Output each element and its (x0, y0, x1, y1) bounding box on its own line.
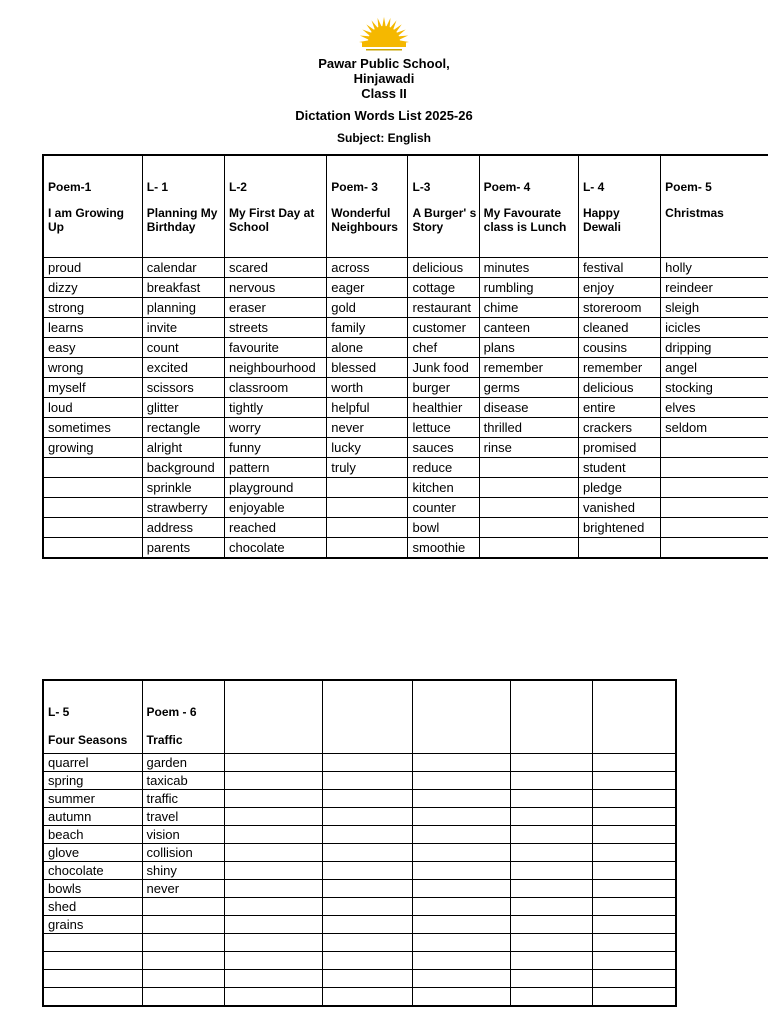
word-cell (43, 970, 142, 988)
word-cell: burger (408, 378, 479, 398)
word-cell (142, 916, 224, 934)
word-cell (592, 754, 676, 772)
word-cell: invite (142, 318, 224, 338)
lesson-title: A Burger' s Story (412, 206, 477, 234)
lesson-title: My Favourate class is Lunch (483, 206, 567, 234)
word-cell: beach (43, 826, 142, 844)
word-cell: tightly (224, 398, 326, 418)
word-cell: alone (327, 338, 408, 358)
lesson-id: L- 1 (146, 180, 169, 194)
class-name: Class II (361, 86, 407, 101)
word-cell: delicious (408, 258, 479, 278)
word-cell (510, 826, 592, 844)
word-cell: shiny (142, 862, 224, 880)
table-row (43, 378, 768, 398)
word-cell: count (142, 338, 224, 358)
word-cell (592, 934, 676, 952)
column-header (592, 680, 676, 754)
word-cell (510, 988, 592, 1007)
word-cell (322, 754, 412, 772)
word-cell (412, 916, 510, 934)
word-cell (322, 880, 412, 898)
column-header (510, 680, 592, 754)
word-cell: never (327, 418, 408, 438)
word-cell (412, 826, 510, 844)
table-header-row (43, 680, 676, 754)
word-cell: enjoy (578, 278, 660, 298)
word-cell: traffic (142, 790, 224, 808)
word-cell: festival (578, 258, 660, 278)
column-header (479, 155, 578, 258)
word-cell (327, 538, 408, 559)
table-row (43, 880, 676, 898)
word-cell (592, 970, 676, 988)
word-cell (510, 754, 592, 772)
word-cell: collision (142, 844, 224, 862)
word-cell: customer (408, 318, 479, 338)
document-title: Dictation Words List 2025-26 (295, 108, 473, 123)
word-cell: disease (479, 398, 578, 418)
word-cell: chef (408, 338, 479, 358)
word-cell (322, 826, 412, 844)
word-cell: bowls (43, 880, 142, 898)
word-cell: rumbling (479, 278, 578, 298)
word-cell: elves (661, 398, 768, 418)
lesson-title: Traffic (146, 733, 183, 747)
word-cell (412, 880, 510, 898)
word-cell: helpful (327, 398, 408, 418)
word-cell: chime (479, 298, 578, 318)
word-cell (412, 934, 510, 952)
word-cell: sleigh (661, 298, 768, 318)
word-cell: playground (224, 478, 326, 498)
table-row (43, 258, 768, 278)
word-cell (224, 916, 322, 934)
word-cell (412, 808, 510, 826)
word-cell: funny (224, 438, 326, 458)
column-header (43, 680, 142, 754)
word-cell: gold (327, 298, 408, 318)
word-cell (479, 458, 578, 478)
table-row (43, 398, 768, 418)
word-cell (322, 790, 412, 808)
word-cell (510, 934, 592, 952)
word-cell (412, 844, 510, 862)
word-cell: plans (479, 338, 578, 358)
word-cell: kitchen (408, 478, 479, 498)
word-cell (322, 970, 412, 988)
column-header (322, 680, 412, 754)
word-cell: alright (142, 438, 224, 458)
table-row (43, 478, 768, 498)
word-cell: pattern (224, 458, 326, 478)
word-cell: address (142, 518, 224, 538)
word-cell: cottage (408, 278, 479, 298)
word-cell: germs (479, 378, 578, 398)
word-cell (412, 754, 510, 772)
word-cell (510, 790, 592, 808)
word-cell: rinse (479, 438, 578, 458)
word-cell (43, 518, 142, 538)
word-cell: glitter (142, 398, 224, 418)
word-cell (578, 538, 660, 559)
word-cell: Junk food (408, 358, 479, 378)
word-cell: dizzy (43, 278, 142, 298)
word-cell (327, 498, 408, 518)
word-cell (224, 844, 322, 862)
school-header (0, 56, 768, 101)
table-row (43, 790, 676, 808)
word-cell: garden (142, 754, 224, 772)
word-cell (322, 772, 412, 790)
word-cell: chocolate (224, 538, 326, 559)
lesson-id: Poem- 4 (483, 180, 531, 194)
word-cell (224, 880, 322, 898)
word-cell (592, 826, 676, 844)
word-cell: spring (43, 772, 142, 790)
word-cell: cleaned (578, 318, 660, 338)
word-cell (661, 478, 768, 498)
school-name: Pawar Public School, (318, 56, 450, 71)
lesson-title: My First Day at School (228, 206, 315, 234)
column-header (142, 155, 224, 258)
word-cell (142, 898, 224, 916)
table-row (43, 458, 768, 478)
word-cell: cousins (578, 338, 660, 358)
word-cell (327, 478, 408, 498)
word-cell: minutes (479, 258, 578, 278)
word-cell: remember (479, 358, 578, 378)
word-cell: worth (327, 378, 408, 398)
word-cell (479, 518, 578, 538)
word-cell: calendar (142, 258, 224, 278)
lesson-title: Planning My Birthday (146, 206, 218, 234)
word-cell: sauces (408, 438, 479, 458)
table-row (43, 338, 768, 358)
word-cell: classroom (224, 378, 326, 398)
word-cell (142, 934, 224, 952)
word-cell (412, 898, 510, 916)
word-cell: brightened (578, 518, 660, 538)
word-cell (224, 772, 322, 790)
word-cell: lucky (327, 438, 408, 458)
table-row (43, 438, 768, 458)
word-cell (510, 880, 592, 898)
word-cell (322, 862, 412, 880)
word-cell: healthier (408, 398, 479, 418)
word-cell (327, 518, 408, 538)
table-row (43, 518, 768, 538)
word-cell (322, 898, 412, 916)
table-row (43, 934, 676, 952)
word-cell (661, 498, 768, 518)
table-row (43, 754, 676, 772)
word-cell (43, 988, 142, 1007)
word-cell (510, 862, 592, 880)
word-cell (412, 952, 510, 970)
word-cell (322, 916, 412, 934)
word-cell (322, 952, 412, 970)
word-cell: growing (43, 438, 142, 458)
lesson-id: Poem- 3 (331, 180, 378, 194)
word-cell: shed (43, 898, 142, 916)
word-cell: worry (224, 418, 326, 438)
word-cell: canteen (479, 318, 578, 338)
word-cell: strong (43, 298, 142, 318)
word-cell (412, 862, 510, 880)
word-cell: excited (142, 358, 224, 378)
word-cell (224, 808, 322, 826)
word-cell: scissors (142, 378, 224, 398)
word-cell: storeroom (578, 298, 660, 318)
lesson-id: L-3 (412, 180, 431, 194)
lesson-title: Wonderful Neighbours (331, 206, 398, 234)
word-cell: chocolate (43, 862, 142, 880)
word-cell (661, 438, 768, 458)
word-cell (43, 498, 142, 518)
word-cell (510, 808, 592, 826)
word-cell (592, 880, 676, 898)
word-cell: stocking (661, 378, 768, 398)
word-cell: student (578, 458, 660, 478)
word-cell: background (142, 458, 224, 478)
word-cell (510, 952, 592, 970)
word-cell: neighbourhood (224, 358, 326, 378)
word-cell: strawberry (142, 498, 224, 518)
word-cell: taxicab (142, 772, 224, 790)
column-header (661, 155, 768, 258)
column-header (224, 155, 326, 258)
word-cell (592, 862, 676, 880)
word-cell: blessed (327, 358, 408, 378)
lesson-id: L- 5 (48, 705, 70, 719)
word-cell (43, 952, 142, 970)
word-cell: sprinkle (142, 478, 224, 498)
table-row (43, 970, 676, 988)
word-cell: quarrel (43, 754, 142, 772)
word-cell (479, 498, 578, 518)
lesson-id: Poem - 6 (146, 705, 197, 719)
word-cell: crackers (578, 418, 660, 438)
word-cell (592, 808, 676, 826)
word-cell (224, 790, 322, 808)
word-cell: enjoyable (224, 498, 326, 518)
word-cell: rectangle (142, 418, 224, 438)
word-cell: delicious (578, 378, 660, 398)
word-cell (479, 538, 578, 559)
word-cell (224, 988, 322, 1007)
lesson-title: Four Seasons (48, 733, 128, 747)
word-cell (592, 988, 676, 1007)
word-cell (224, 952, 322, 970)
word-cell: favourite (224, 338, 326, 358)
word-cell (661, 538, 768, 559)
word-cell (510, 970, 592, 988)
table-row (43, 808, 676, 826)
word-cell: truly (327, 458, 408, 478)
lesson-id: Poem- 5 (665, 180, 712, 194)
column-header (327, 155, 408, 258)
lesson-id: L- 4 (582, 180, 605, 194)
table-row (43, 844, 676, 862)
word-cell (322, 844, 412, 862)
table-row (43, 298, 768, 318)
word-cell (322, 934, 412, 952)
word-cell (142, 952, 224, 970)
column-header (142, 680, 224, 754)
word-cell (592, 916, 676, 934)
word-cell (142, 970, 224, 988)
word-cell: remember (578, 358, 660, 378)
word-cell: parents (142, 538, 224, 559)
table-row (43, 826, 676, 844)
column-header (43, 155, 142, 258)
word-cell: planning (142, 298, 224, 318)
word-cell: thrilled (479, 418, 578, 438)
word-cell (43, 538, 142, 559)
word-cell: entire (578, 398, 660, 418)
word-cell: never (142, 880, 224, 898)
word-cell (510, 916, 592, 934)
table-row (43, 278, 768, 298)
word-cell: pledge (578, 478, 660, 498)
dictation-table-1 (42, 154, 768, 559)
table-row (43, 988, 676, 1007)
table-row (43, 318, 768, 338)
word-cell: grains (43, 916, 142, 934)
word-cell: glove (43, 844, 142, 862)
word-cell (224, 898, 322, 916)
word-cell (510, 772, 592, 790)
word-cell: wrong (43, 358, 142, 378)
word-cell: promised (578, 438, 660, 458)
word-cell: travel (142, 808, 224, 826)
lesson-id: L-2 (228, 180, 247, 194)
dictation-table-2 (42, 679, 677, 1007)
word-cell: reached (224, 518, 326, 538)
word-cell (412, 790, 510, 808)
word-cell (43, 458, 142, 478)
word-cell: learns (43, 318, 142, 338)
word-cell: icicles (661, 318, 768, 338)
word-cell: autumn (43, 808, 142, 826)
table-row (43, 358, 768, 378)
word-cell (661, 518, 768, 538)
table-header-row (43, 155, 768, 258)
word-cell (224, 862, 322, 880)
table-row (43, 916, 676, 934)
word-cell (592, 772, 676, 790)
word-cell: reindeer (661, 278, 768, 298)
word-cell: reduce (408, 458, 479, 478)
column-header (412, 680, 510, 754)
word-cell: restaurant (408, 298, 479, 318)
table-row (43, 538, 768, 559)
word-cell (224, 970, 322, 988)
word-cell: across (327, 258, 408, 278)
word-cell: dripping (661, 338, 768, 358)
school-location: Hinjawadi (353, 71, 415, 86)
word-cell: easy (43, 338, 142, 358)
word-cell: bowl (408, 518, 479, 538)
table-row (43, 772, 676, 790)
table-row (43, 498, 768, 518)
word-cell: breakfast (142, 278, 224, 298)
lesson-title: Christmas (665, 206, 724, 220)
word-cell (510, 844, 592, 862)
word-cell: summer (43, 790, 142, 808)
word-cell (412, 970, 510, 988)
column-header (578, 155, 660, 258)
word-cell: smoothie (408, 538, 479, 559)
table-row (43, 952, 676, 970)
column-header (408, 155, 479, 258)
table-row (43, 418, 768, 438)
word-cell: vanished (578, 498, 660, 518)
word-cell (142, 988, 224, 1007)
lesson-title: Happy Dewali (582, 206, 621, 234)
word-cell: holly (661, 258, 768, 278)
word-cell (592, 790, 676, 808)
word-cell: myself (43, 378, 142, 398)
subject-label: Subject: English (336, 131, 431, 145)
word-cell (592, 898, 676, 916)
table-row (43, 898, 676, 916)
word-cell (412, 988, 510, 1007)
lesson-id: Poem-1 (48, 180, 92, 194)
word-cell: eager (327, 278, 408, 298)
word-cell: loud (43, 398, 142, 418)
word-cell (510, 898, 592, 916)
word-cell (43, 934, 142, 952)
word-cell: nervous (224, 278, 326, 298)
lesson-title: I am Growing Up (48, 206, 125, 234)
word-cell: counter (408, 498, 479, 518)
word-cell (224, 754, 322, 772)
word-cell: family (327, 318, 408, 338)
word-cell: eraser (224, 298, 326, 318)
word-cell (412, 772, 510, 790)
word-cell (224, 826, 322, 844)
word-cell (592, 844, 676, 862)
word-cell (224, 934, 322, 952)
word-cell: vision (142, 826, 224, 844)
word-cell: seldom (661, 418, 768, 438)
school-logo-sun-icon (358, 12, 410, 54)
column-header (224, 680, 322, 754)
word-cell (322, 988, 412, 1007)
word-cell (592, 952, 676, 970)
word-cell (43, 478, 142, 498)
word-cell (479, 478, 578, 498)
word-cell: angel (661, 358, 768, 378)
word-cell: lettuce (408, 418, 479, 438)
word-cell (661, 458, 768, 478)
word-cell: proud (43, 258, 142, 278)
word-cell: scared (224, 258, 326, 278)
table-row (43, 862, 676, 880)
word-cell: sometimes (43, 418, 142, 438)
word-cell: streets (224, 318, 326, 338)
word-cell (322, 808, 412, 826)
